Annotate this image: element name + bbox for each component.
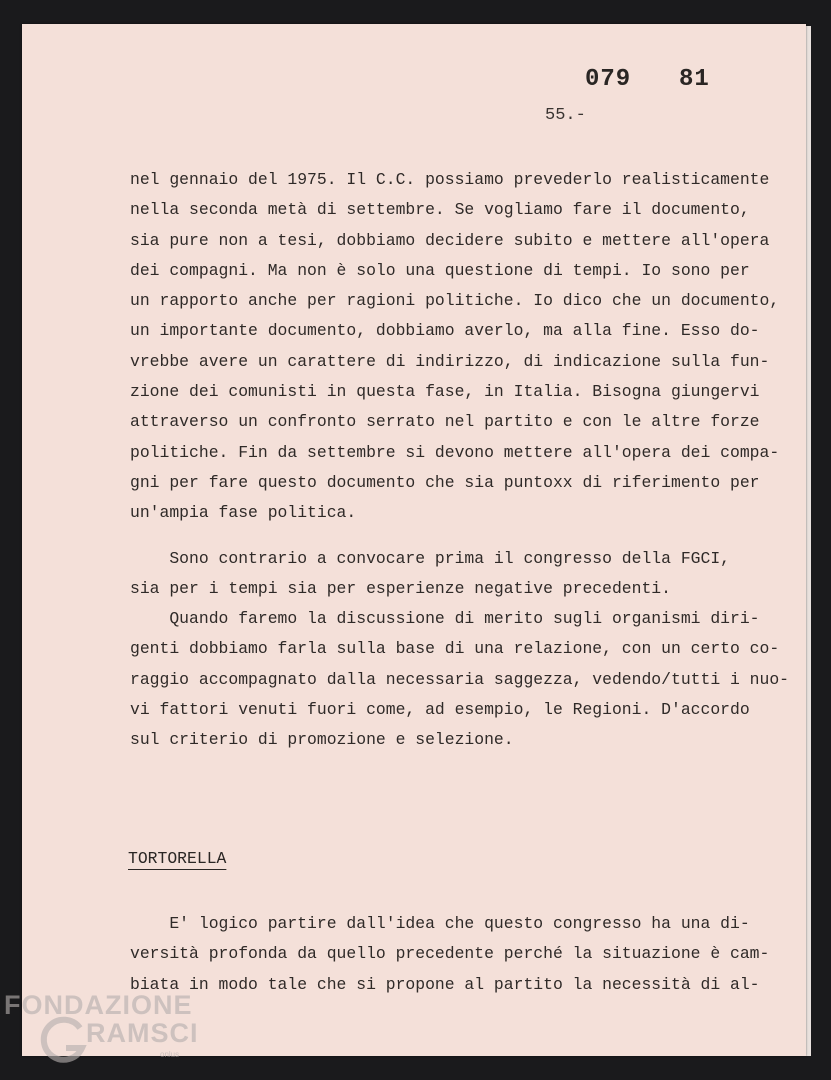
text-line: zione dei comunisti in questa fase, in Italia. Bisogna giungervi — [130, 382, 760, 402]
text-line: genti dobbiamo farla sulla base di una relazione, con un certo co- — [130, 639, 780, 659]
archive-number-right: 81 — [679, 66, 710, 93]
paragraph-3 — [130, 604, 790, 755]
text-line: dei compagni. Ma non è solo una questione di tempi. Io sono per — [130, 260, 750, 280]
document-page — [22, 24, 806, 1056]
text-line: vrebbe avere un carattere di indirizzo, di indicazione sulla fun- — [130, 351, 770, 371]
text-line: sia pure non a tesi, dobbiamo decidere subito e mettere all'opera — [130, 230, 770, 250]
text-line: versità profonda da quello precedente perché la situazione è cam- — [130, 944, 770, 964]
text-line: gni per fare questo documento che sia puntoxx di riferimento per — [130, 472, 760, 492]
text-line: un importante documento, dobbiamo averlo, ma alla fine. Esso do- — [130, 321, 760, 341]
text-line: sul criterio di promozione e selezione. — [130, 730, 514, 750]
text-line: Quando faremo la discussione di merito sugli organismi diri- — [130, 609, 760, 628]
text-line: nella seconda metà di settembre. Se vogliamo fare il documento, — [130, 200, 750, 220]
archive-number-left: 079 — [585, 66, 632, 93]
text-line: un'ampia fase politica. — [130, 503, 357, 523]
page-number: 55.- — [545, 106, 586, 125]
text-line: nel gennaio del 1975. Il C.C. possiamo prevederlo realisticamente — [130, 170, 770, 189]
text-line: E' logico partire dall'idea che questo congresso ha una di- — [130, 914, 750, 933]
text-line: vi fattori venuti fuori come, ad esempio, le Regioni. D'accordo — [130, 699, 750, 719]
paragraph-2 — [130, 544, 770, 605]
watermark-line-3: onlus — [160, 1050, 180, 1059]
paragraph-1 — [130, 165, 780, 529]
text-line: un rapporto anche per ragioni politiche. Io dico che un documento, — [130, 291, 780, 311]
gramsci-g-logo-icon — [36, 1014, 90, 1068]
fondazione-gramsci-watermark — [4, 988, 214, 1078]
paragraph-4 — [130, 909, 770, 1000]
text-line: sia per i tempi sia per esperienze negative precedenti. — [130, 579, 671, 599]
text-line: politiche. Fin da settembre si devono mettere all'opera dei compa- — [130, 442, 780, 462]
text-line: raggio accompagnato dalla necessaria saggezza, vedendo/tutti i nuo- — [130, 669, 790, 689]
text-line: biata in modo tale che si propone al partito la necessità di al- — [130, 974, 760, 994]
text-line: attraverso un confronto serrato nel partito e con le altre forze — [130, 412, 760, 432]
watermark-line-1: FONDAZIONE — [4, 990, 193, 1020]
speaker-heading: TORTORELLA — [128, 849, 227, 868]
text-line: Sono contrario a convocare prima il congresso della FGCI, — [130, 549, 730, 568]
watermark-line-2: RAMSCI — [86, 1018, 199, 1048]
